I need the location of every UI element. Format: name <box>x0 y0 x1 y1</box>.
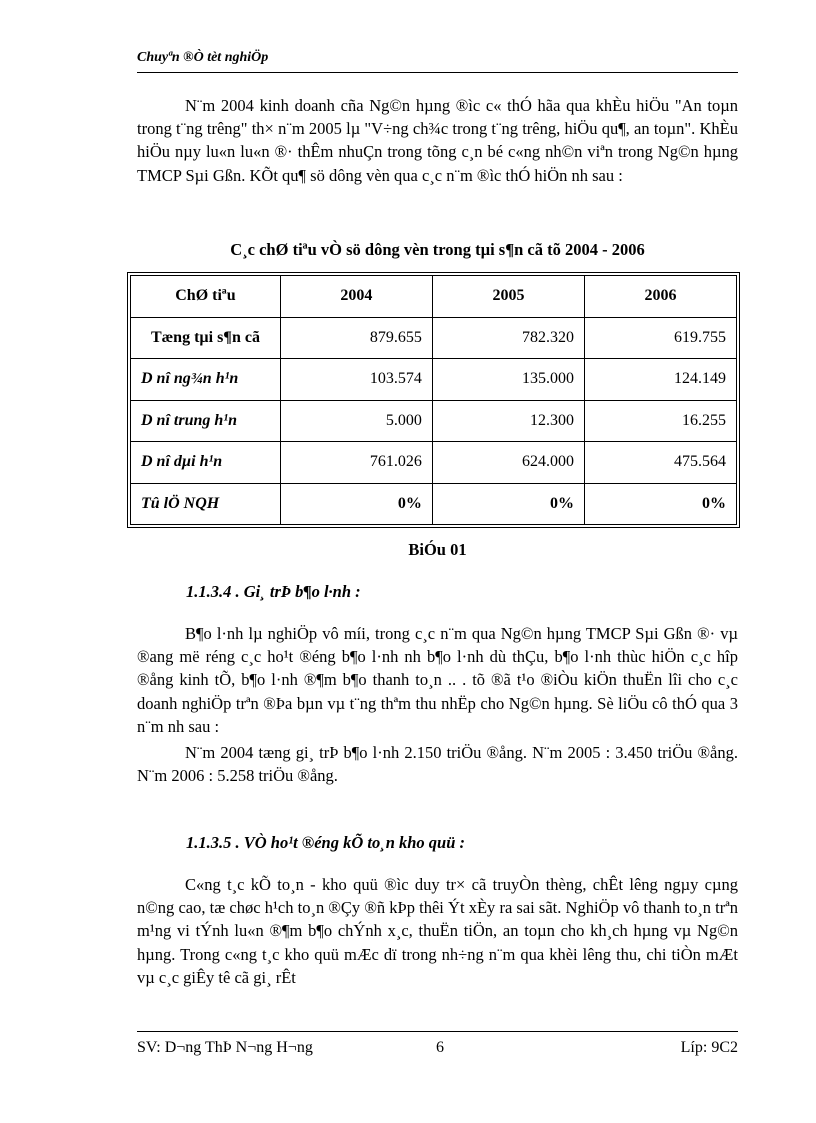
footer-page-number: 6 <box>436 1039 444 1056</box>
table-row <box>131 483 737 525</box>
table-row-label: Tû lÖ NQH <box>131 483 281 525</box>
paragraph-accounting-text: C«ng t¸c kÕ to¸n - kho quü ®ìc duy tr× cã truyÒn thèng, chÊt lêng ngµy cµng n©ng cao, tæ chøc h¹ch to¸n ®Çy ®ñ kÞp thêi Ýt xÈy ra sai sãt. NghiÖp vô thanh to¸n trªn m¹ng vi tÝnh lu«n ®¶m b¶o chÝnh x¸c, thuËn tiÖn, an toµn cho kh¸ch hµng vµ Ng©n hµng. Trong c«ng t¸c kho quü mÆc dï trong nh÷ng n¨m qua khèi lêng thu, chi tiÒn mÆt vµ c¸c giÊy tê cã gi¸ rÊt <box>137 875 738 987</box>
capital-usage-table <box>127 272 740 528</box>
table-header-cell: 2005 <box>432 276 584 318</box>
page-header-title: Chuyªn ®Ò tèt nghiÖp <box>137 50 269 65</box>
table-cell: 619.755 <box>584 317 736 359</box>
table-row <box>131 442 737 484</box>
paragraph-guarantee-figures <box>137 741 738 787</box>
table-cell: 879.655 <box>280 317 432 359</box>
table-cell: 16.255 <box>584 400 736 442</box>
table-cell: 475.564 <box>584 442 736 484</box>
header-divider <box>137 72 738 73</box>
table-cell: 124.149 <box>584 359 736 401</box>
table-cell: 135.000 <box>432 359 584 401</box>
paragraph-guarantee-text: B¶o l·nh lµ nghiÖp vô míi, trong c¸c n¨m qua Ng©n hµng TMCP Sµi Gßn ®· vµ ®ang më réng c¸c ho¹t ®éng b¶o l·nh nh b¶o l·nh dù thÇu, b¶o l·nh thùc hiÖn c¸c hîp ®ång kinh tÕ, b¶o l·nh ®¶m b¶o thanh to¸n .. . tõ ®ã t¹o ®iÒu kiÖn thuËn lîi cho c¸c doanh nghiÖp trªn ®Þa bµn vµ t¨ng thªm thu nhËp cho Ng©n hµng. Sè liÖu cô thÓ qua 3 n¨m nh sau : <box>137 624 738 736</box>
footer-student-name: SV: D¬ng ThÞ N¬ng H¬ng <box>137 1039 313 1056</box>
section-heading-accounting: 1.1.3.5 . VÒ ho¹t ®éng kÕ to¸n kho quü : <box>186 833 466 852</box>
table-cell: 0% <box>280 483 432 525</box>
table-header-cell: ChØ tiªu <box>131 276 281 318</box>
table-cell: 12.300 <box>432 400 584 442</box>
paragraph-intro <box>137 94 738 187</box>
table-row-label: D nî ng¾n h¹n <box>131 359 281 401</box>
table-row-label: Tæng tµi s¶n cã <box>131 317 281 359</box>
table-cell: 5.000 <box>280 400 432 442</box>
paragraph-guarantee <box>137 622 738 738</box>
table-title: C¸c chØ tiªu vÒ sö dông vèn trong tµi s¶n cã tõ 2004 - 2006 <box>230 240 645 259</box>
table-row-label: D nî trung h¹n <box>131 400 281 442</box>
table-cell: 782.320 <box>432 317 584 359</box>
table-cell: 103.574 <box>280 359 432 401</box>
table-header-row <box>131 276 737 318</box>
table-cell: 761.026 <box>280 442 432 484</box>
table-cell: 624.000 <box>432 442 584 484</box>
capital-usage-table-grid <box>130 275 737 525</box>
table-row <box>131 359 737 401</box>
paragraph-intro-text: N¨m 2004 kinh doanh cña Ng©n hµng ®ìc c« thÓ hãa qua khÈu hiÖu "An toµn trong t¨ng trêng" th× n¨m 2005 lµ "V÷ng ch¾c trong t¨ng trêng, hiÖu qu¶, an toµn". KhÈu hiÖu nµy lu«n lu«n ®· thÊm nhuÇn trong tõng c¸n bé c«ng nh©n viªn trong Ng©n hµng TMCP Sµi Gßn. KÕt qu¶ sö dông vèn qua c¸c n¨m ®ìc thÓ hiÖn nh sau : <box>137 96 738 185</box>
footer-divider <box>137 1031 738 1032</box>
table-header-cell: 2006 <box>584 276 736 318</box>
table-row <box>131 400 737 442</box>
paragraph-guarantee-figures-text: N¨m 2004 tæng gi¸ trÞ b¶o l·nh 2.150 triÖu ®ång. N¨m 2005 : 3.450 triÖu ®ång. N¨m 2006 : 5.258 triÖu ®ång. <box>137 743 738 786</box>
table-cell: 0% <box>584 483 736 525</box>
section-heading-guarantee-value: 1.1.3.4 . Gi¸ trÞ b¶o l·nh : <box>186 582 361 601</box>
table-cell: 0% <box>432 483 584 525</box>
footer-class: Líp: 9C2 <box>680 1039 738 1056</box>
table-row-label: D nî dµi h¹n <box>131 442 281 484</box>
table-row <box>131 317 737 359</box>
table-caption: BiÓu 01 <box>408 540 467 559</box>
table-header-cell: 2004 <box>280 276 432 318</box>
paragraph-accounting <box>137 873 738 989</box>
